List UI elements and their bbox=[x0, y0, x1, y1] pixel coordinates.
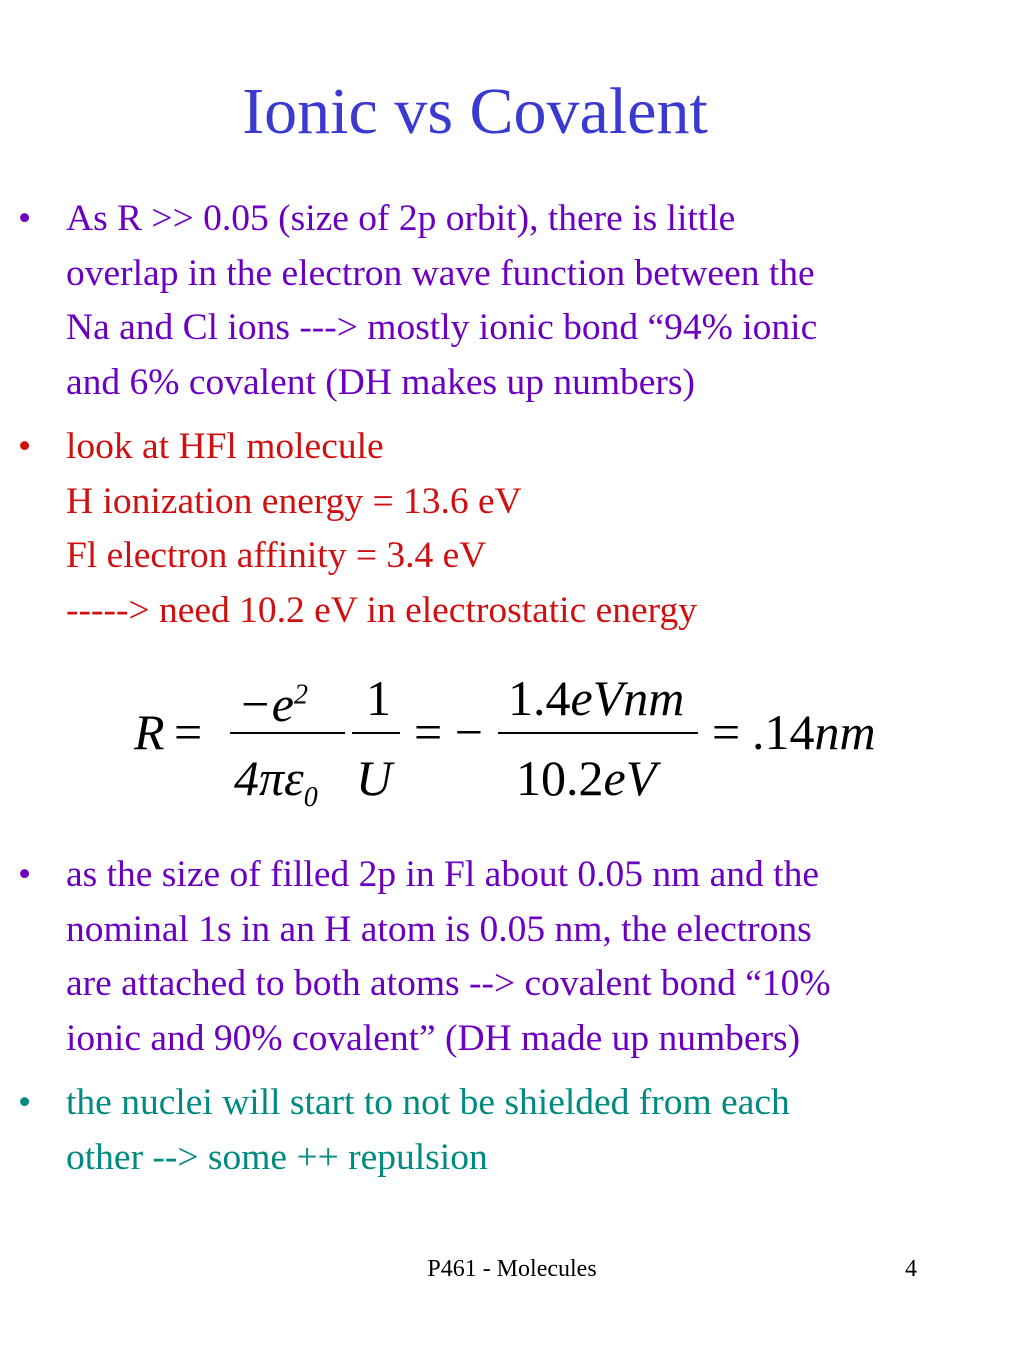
bullet-line: H ionization energy = 13.6 eV bbox=[66, 480, 522, 522]
bullet-hfl-molecule bbox=[18, 420, 1008, 638]
equation-lhs: R bbox=[134, 704, 165, 760]
bullet-line: overlap in the electron wave function between the bbox=[66, 252, 815, 294]
equation-equals: = bbox=[174, 704, 203, 760]
bullet-line: As R >> 0.05 (size of 2p orbit), there is little bbox=[66, 198, 736, 239]
bullet-line: Na and Cl ions ---> mostly ionic bond “94% ionic bbox=[66, 307, 818, 348]
bullet-icon: • bbox=[18, 1082, 32, 1123]
bullet-line: nominal 1s in an H atom is 0.05 nm, the electrons bbox=[66, 908, 812, 950]
bullet-icon: • bbox=[18, 198, 32, 239]
radius-equation bbox=[130, 655, 930, 815]
fraction-bar bbox=[230, 732, 345, 734]
bullet-line: and 6% covalent (DH makes up numbers) bbox=[66, 361, 695, 403]
fraction-bar bbox=[352, 732, 400, 734]
fraction-numerator: 1 bbox=[366, 670, 391, 726]
fraction-numerator: $-e^2$ bbox=[238, 676, 308, 732]
fraction-denominator: U bbox=[356, 750, 393, 806]
equation-result: .14nm bbox=[752, 704, 876, 760]
equation-equals: = bbox=[712, 704, 741, 760]
bullet-ionic-overlap bbox=[18, 192, 1008, 410]
bullet-nuclei-repulsion bbox=[18, 1076, 1008, 1185]
fraction-numerator: 1.4eVnm bbox=[508, 670, 685, 726]
bullet-line: Fl electron affinity = 3.4 eV bbox=[66, 535, 487, 576]
bullet-line: are attached to both atoms --> covalent bond “10% bbox=[66, 963, 831, 1004]
bullet-line: -----> need 10.2 eV in electrostatic energy bbox=[66, 589, 697, 631]
bullet-covalent-overlap bbox=[18, 848, 1008, 1066]
bullet-icon: • bbox=[18, 854, 32, 895]
page-number: 4 bbox=[905, 1256, 917, 1282]
bullet-line: the nuclei will start to not be shielded from each bbox=[66, 1082, 790, 1123]
bullet-line: look at HFl molecule bbox=[66, 426, 384, 467]
equation-equals-minus: = − bbox=[414, 704, 483, 760]
bullet-line: other --> some ++ repulsion bbox=[66, 1136, 488, 1178]
bullet-icon: • bbox=[18, 426, 32, 467]
fraction-bar bbox=[498, 732, 698, 734]
bullet-line: as the size of filled 2p in Fl about 0.05 nm and the bbox=[66, 854, 819, 895]
bullet-line: ionic and 90% covalent” (DH made up numbers) bbox=[66, 1017, 801, 1059]
footer-label: P461 - Molecules bbox=[427, 1256, 597, 1282]
fraction-denominator: 10.2eV bbox=[516, 750, 657, 806]
slide-title: Ionic vs Covalent bbox=[242, 75, 708, 148]
fraction-denominator: $4\pi\varepsilon_0$ bbox=[234, 750, 318, 813]
